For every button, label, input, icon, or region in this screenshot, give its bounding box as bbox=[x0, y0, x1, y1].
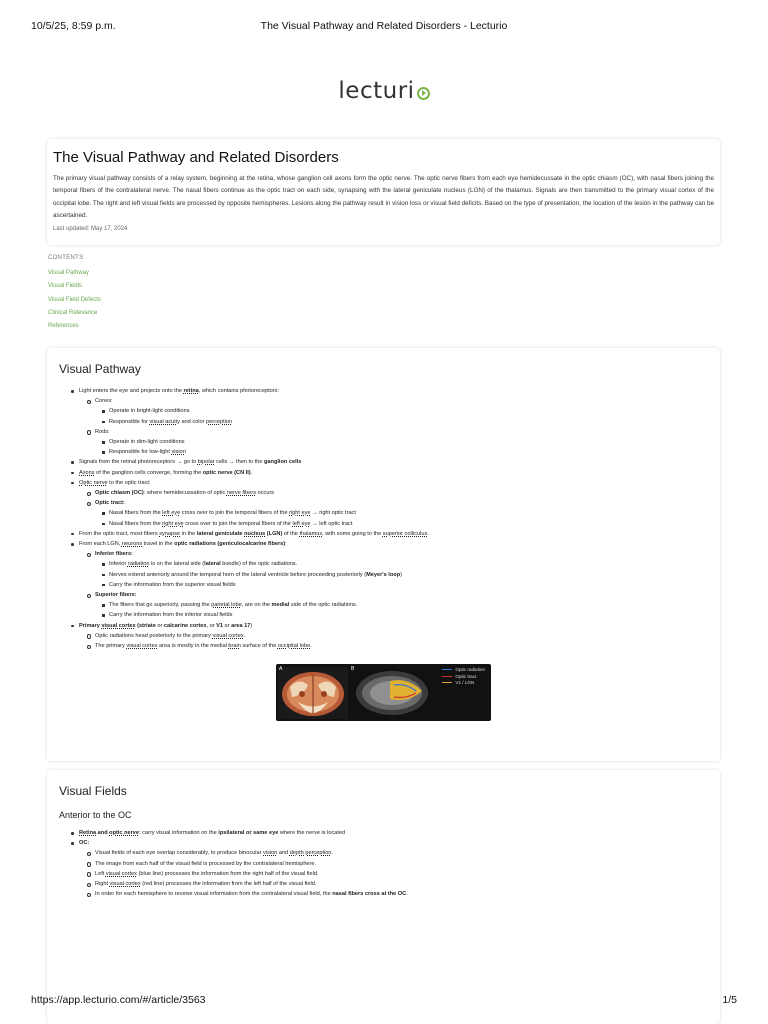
toc-link-references[interactable]: References bbox=[48, 323, 79, 330]
list-item: Inferior fibers: Inferior radiation is on the lateral side (lateral bundle) of the optic radiations. Nerves extend anteriorly around the temporal horn of the lateral ventricle before proceeding posteriorly (Meyer's loop) Carry the information from the superior visual fields bbox=[93, 549, 708, 590]
list-item: Axons of the ganglion cells converge, forming the optic nerve (CN II). bbox=[75, 468, 708, 478]
term-link[interactable]: nerve fibers bbox=[226, 490, 257, 497]
list-item: Light enters the eye and projects onto the retina, which contains photoreceptors: Cones: Operate in bright-light conditions Responsible for visual acuity and color perception Rods: Operate in dim-light conditions Responsible for low-light vision bbox=[75, 386, 708, 457]
list-item: The fibers that go superiorly, passing the parietal lobe, are on the medial side of the optic radiations. bbox=[107, 600, 708, 610]
print-datetime: 10/5/25, 8:59 p.m. bbox=[31, 20, 116, 32]
print-url: https://app.lecturio.com/#/article/3563 bbox=[31, 994, 206, 1006]
list-item: Optic radiations head posteriorly to the primary visual cortex. bbox=[93, 631, 708, 641]
term-link[interactable]: thalamus bbox=[299, 530, 323, 537]
term-link[interactable]: visual cortex bbox=[212, 632, 244, 639]
fields-list bbox=[75, 828, 708, 899]
print-page-title: The Visual Pathway and Related Disorders - Lecturio bbox=[260, 20, 508, 32]
list-item: Cones: Operate in bright-light conditions Responsible for visual acuity and color perception bbox=[93, 396, 708, 427]
term-link[interactable]: synapse bbox=[159, 530, 181, 537]
list-item: Carry the information from the inferior visual fields bbox=[107, 610, 708, 620]
list-item: Optic tract: Nasal fibers from the left eye cross over to join the temporal fibers of the right eye → right optic tract Nasal fibers from the right eye cross over to join the temporal fibers of the left eye → left optic tract bbox=[93, 498, 708, 529]
term-link[interactable]: vision bbox=[263, 850, 278, 857]
list-item: Operate in bright-light conditions bbox=[107, 406, 708, 416]
table-of-contents bbox=[48, 255, 101, 333]
term-link[interactable]: retina bbox=[183, 388, 199, 394]
list-item: Retina and optic nerve: carry visual information on the ipsilateral or same eye where the nerve is located bbox=[75, 828, 708, 838]
legend-item: V1 / LGN bbox=[442, 680, 485, 687]
term-link[interactable]: visual acuity bbox=[149, 418, 180, 425]
term-link[interactable]: optic nerve bbox=[109, 830, 140, 836]
list-item: From each LGN, neurons travel in the optic radiations (geniculocalcarine fibers): Inferior fibers: Inferior radiation is on the lateral side (lateral bundle) of the optic radiations. Nerves extend anteriorly around the temporal horn of the lateral ventricle before proceeding posteriorly (Meyer's loop) Carry the information from the superior visual fields Superior fibers: The fibers that go superiorly, passing the parietal lobe, are on the medial side of the optic radiations. Carry the information from the inferior visual fields bbox=[75, 539, 708, 621]
list-item: Responsible for visual acuity and color perception bbox=[107, 417, 708, 427]
article-header-card bbox=[47, 139, 720, 245]
term-link[interactable]: right eye bbox=[162, 520, 184, 527]
list-item: Nasal fibers from the left eye cross over to join the temporal fibers of the right eye → right optic tract bbox=[107, 508, 708, 518]
list-item: From the optic tract, most fibers synapse in the lateral geniculate nucleus (LGN) of the thalamus, with some going to the superior colliculus. bbox=[75, 529, 708, 539]
term-link[interactable]: visual cortex bbox=[101, 622, 136, 629]
list-item: In order for each hemisphere to receive visual information from the contralateral visual field, the nasal fibers cross at the OC. bbox=[93, 889, 708, 899]
term-link[interactable]: bipolar bbox=[197, 459, 215, 466]
visual-fields-section bbox=[47, 770, 720, 1024]
list-item: The image from each half of the visual field is processed by the contralateral hemisphere. bbox=[93, 859, 708, 869]
term-link[interactable]: neurons bbox=[121, 541, 143, 548]
term-link[interactable]: radiation bbox=[127, 561, 150, 568]
list-item: Optic chiasm (OC): where hemidecussation of optic nerve fibers occurs bbox=[93, 488, 708, 498]
term-link[interactable]: Axons bbox=[79, 469, 95, 476]
term-link[interactable]: Optic nerve bbox=[79, 479, 108, 486]
list-item: Nerves extend anteriorly around the temporal horn of the lateral ventricle before proceeding posteriorly (Meyer's loop) bbox=[107, 570, 708, 580]
section-heading: Visual Fields bbox=[59, 784, 127, 798]
article-title: The Visual Pathway and Related Disorders bbox=[53, 149, 339, 166]
term-link[interactable]: parietal lobe bbox=[211, 602, 242, 609]
term-link[interactable]: right eye bbox=[289, 510, 311, 517]
legend-item: Optic tract bbox=[442, 674, 485, 681]
section-heading: Visual Pathway bbox=[59, 362, 141, 376]
list-item: Left visual cortex (blue line) processes the information from the right half of the visual field. bbox=[93, 869, 708, 879]
figure-label-a: A bbox=[279, 666, 283, 672]
term-link[interactable]: visual cortex bbox=[126, 643, 158, 650]
term-link[interactable]: nucleus bbox=[244, 530, 266, 537]
list-item: Visual fields of each eye overlap considerably, to produce binocular vision and depth perception. bbox=[93, 848, 708, 858]
lecturio-logo[interactable] bbox=[0, 78, 768, 108]
list-item: Primary visual cortex (striate or calcarine cortex, or V1 or area 17) Optic radiations head posteriorly to the primary visual cortex. The primary visual cortex area is mostly in the medial brain surface of the occipital lobe. bbox=[75, 621, 708, 652]
last-updated: Last updated: May 17, 2024 bbox=[53, 226, 128, 233]
list-item: Optic nerve to the optic tract: Optic chiasm (OC): where hemidecussation of optic nerve fibers occurs Optic tract: Nasal fibers from the left eye cross over to join the temporal fibers of the right eye → right optic tract Nasal fibers from the right eye cross over to join the temporal fibers of the left eye → left optic tract bbox=[75, 478, 708, 529]
term-link[interactable]: superior colliculus bbox=[382, 530, 428, 537]
toc-link-clinical-relevance[interactable]: Clinical Relevance bbox=[48, 309, 98, 316]
logo-text: lecturi bbox=[338, 78, 415, 104]
toc-link-visual-fields[interactable]: Visual Fields bbox=[48, 283, 82, 290]
list-item: Nasal fibers from the right eye cross over to join the temporal fibers of the left eye → left optic tract bbox=[107, 519, 708, 529]
page-counter: 1/5 bbox=[722, 994, 737, 1006]
term-link[interactable]: brain bbox=[228, 643, 241, 650]
brain-mri-figure[interactable] bbox=[276, 664, 491, 721]
list-item: Right visual cortex (red line) processes the information from the left half of the visual field. bbox=[93, 879, 708, 889]
legend-item: Optic radiation bbox=[442, 667, 485, 674]
article-summary: The primary visual pathway consists of a relay system, beginning at the retina, whose ganglion cell axons form the optic nerve. The optic nerve fibers from each eye hemidecussate in the optic chiasm (OC), with nasal fibers joining the temporal fibers of the contralateral nerve. The nasal fibers continue as the optic tract on each side, synapsing with the lateral geniculate nucleus (LGN) of the thalamus. Signals are then transmitted to the primary visual cortex of the occipital lobe. The right and left visual fields are processed by opposite hemispheres. Lesions along the pathway result in vision loss or visual field deficits. Based on the type of presentation, the location of the lesion in the pathway can be ascertained. bbox=[53, 175, 714, 219]
term-link[interactable]: visual cortex bbox=[105, 870, 137, 877]
contents-title: CONTENTS bbox=[48, 255, 84, 261]
print-header bbox=[31, 20, 737, 32]
toc-link-visual-pathway[interactable]: Visual Pathway bbox=[48, 270, 89, 276]
term-link[interactable]: Retina bbox=[79, 830, 97, 836]
brain-slice-image bbox=[278, 667, 348, 719]
list-item: Operate in dim-light conditions bbox=[107, 437, 708, 447]
term-link[interactable]: left eye bbox=[162, 510, 181, 517]
list-item: Superior fibers: The fibers that go superiorly, passing the parietal lobe, are on the medial side of the optic radiations. Carry the information from the inferior visual fields bbox=[93, 590, 708, 621]
term-link[interactable]: visual cortex bbox=[109, 881, 141, 888]
list-item: Rods: Operate in dim-light conditions Responsible for low-light vision bbox=[93, 427, 708, 458]
term-link[interactable]: left eye bbox=[292, 520, 311, 527]
term-link[interactable]: occipital lobe bbox=[277, 643, 311, 650]
visual-pathway-section bbox=[47, 348, 720, 761]
term-link[interactable]: vision bbox=[171, 449, 186, 456]
play-icon bbox=[417, 87, 430, 100]
figure-legend bbox=[442, 667, 485, 687]
list-item: Inferior radiation is on the lateral side (lateral bundle) of the optic radiations. bbox=[107, 559, 708, 569]
list-item: Carry the information from the superior visual fields bbox=[107, 580, 708, 590]
subsection-heading: Anterior to the OC bbox=[59, 810, 132, 820]
list-item: OC: Visual fields of each eye overlap considerably, to produce binocular vision and depth perception. The image from each half of the visual field is processed by the contralateral hemisphere. Left visual cortex (blue line) processes the information from the right half of the visual field. Right visual cortex (red line) processes the information from the left half of the visual field. In order for each hemisphere to receive visual information from the contralateral visual field, the nasal fibers cross at the OC. bbox=[75, 838, 708, 899]
list-item: Signals from the retinal photoreceptors → go to bipolar cells → then to the ganglion cells bbox=[75, 457, 708, 467]
term-link[interactable]: depth perception bbox=[289, 850, 332, 857]
term-link[interactable]: perception bbox=[206, 418, 233, 425]
pathway-list bbox=[75, 386, 708, 651]
list-item: The primary visual cortex area is mostly in the medial brain surface of the occipital lobe. bbox=[93, 641, 708, 651]
figure-label-b: B bbox=[351, 666, 355, 672]
toc-link-visual-field-defects[interactable]: Visual Field Defects bbox=[48, 296, 101, 303]
list-item: Responsible for low-light vision bbox=[107, 447, 708, 457]
